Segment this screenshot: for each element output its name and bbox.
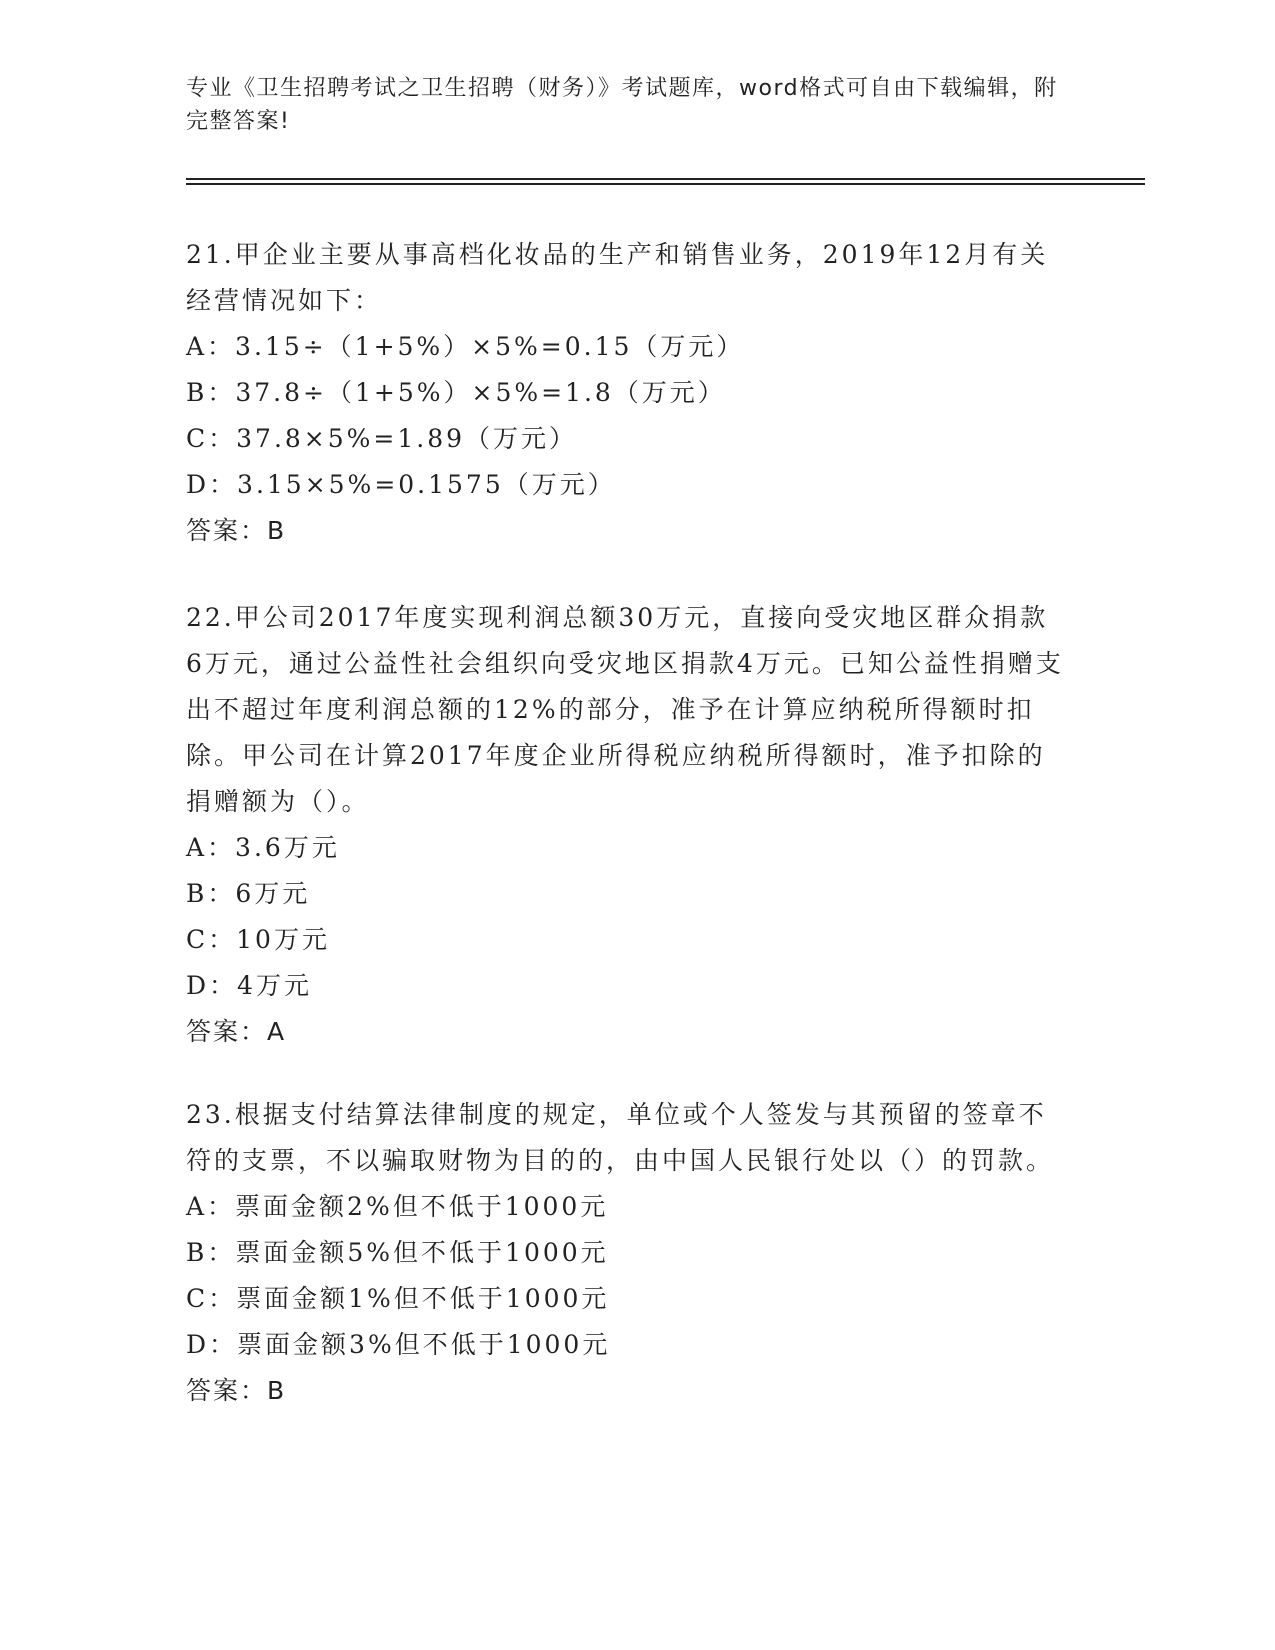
answer-label: 答案：A xyxy=(186,1017,287,1046)
header-divider-top xyxy=(186,178,1145,180)
answer-label: 答案：B xyxy=(186,516,287,545)
question-text: 23.根据支付结算法律制度的规定，单位或个人签发与其预留的签章不符的支票，不以骗取财物为目的的，由中国人民银行处以（）的罚款。 xyxy=(186,1100,1055,1175)
question-text: 21.甲企业主要从事高档化妆品的生产和销售业务，2019年12月有关经营情况如下： xyxy=(186,240,1049,315)
answer-label: 答案：B xyxy=(186,1376,287,1405)
option-a: A：3.15÷（1+5%）×5%=0.15（万元） xyxy=(186,332,745,361)
option-a: A：票面金额2%但不低于1000元 xyxy=(186,1192,609,1221)
question-22 xyxy=(186,595,1066,1055)
option-b: B：票面金额5%但不低于1000元 xyxy=(186,1238,609,1267)
option-d: D：3.15×5%=0.1575（万元） xyxy=(186,470,616,499)
question-23 xyxy=(186,1092,1066,1414)
option-a: A：3.6万元 xyxy=(186,833,340,862)
option-b: B：37.8÷（1+5%）×5%=1.8（万元） xyxy=(186,378,726,407)
option-c: C：票面金额1%但不低于1000元 xyxy=(186,1284,610,1313)
document-intro: 专业《卫生招聘考试之卫生招聘（财务）》考试题库，word格式可自由下载编辑，附完整答案! xyxy=(186,76,1058,134)
question-text: 22.甲公司2017年度实现利润总额30万元，直接向受灾地区群众捐款6万元，通过公益性社会组织向受灾地区捐款4万元。已知公益性捐赠支出不超过年度利润总额的12%的部分，准予在计算应纳税所得额时扣除。甲公司在计算2017年度企业所得税应纳税所得额时，准予扣除的捐赠额为（）。 xyxy=(186,603,1064,816)
header-divider-bottom xyxy=(186,183,1145,185)
option-c: C：10万元 xyxy=(186,925,330,954)
option-b: B：6万元 xyxy=(186,879,311,908)
question-21 xyxy=(186,232,1066,554)
option-d: D：票面金额3%但不低于1000元 xyxy=(186,1330,611,1359)
option-d: D：4万元 xyxy=(186,971,312,1000)
option-c: C：37.8×5%=1.89（万元） xyxy=(186,424,578,453)
